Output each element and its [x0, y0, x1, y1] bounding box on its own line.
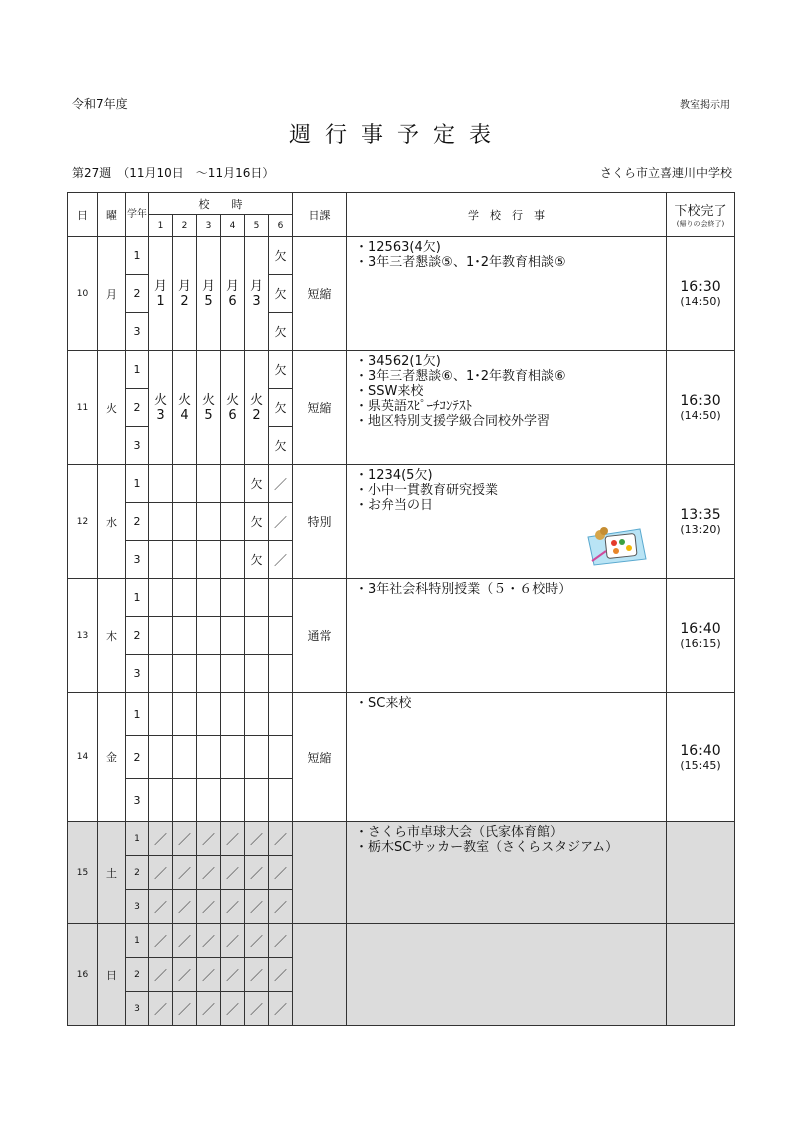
period-5: 5 [245, 215, 269, 237]
slash-mark: ／ [149, 958, 173, 992]
day-number: 10 [68, 237, 98, 351]
period-cell [149, 465, 173, 503]
slash-mark: ／ [269, 890, 293, 924]
slash-mark: ／ [149, 856, 173, 890]
events-cell [347, 237, 667, 351]
end-time-sub: (14:50) [680, 295, 721, 308]
dismissal-time [667, 465, 735, 579]
period-cell [197, 655, 221, 693]
table-row [68, 579, 735, 617]
period-cell [221, 465, 245, 503]
table-row [68, 924, 735, 958]
period-cell [197, 465, 221, 503]
period-cell [149, 655, 173, 693]
day-number: 14 [68, 693, 98, 822]
period-cell [197, 736, 221, 779]
period-subject: 月 6 [221, 237, 245, 351]
page-title: 週行事予定表 [288, 123, 505, 148]
period-cell [173, 503, 197, 541]
event-item: ・ さくら市卓球大会（氏家体育館） [355, 825, 662, 840]
absent-mark: 欠 [269, 237, 293, 275]
period-cell [245, 617, 269, 655]
schedule-type: 通常 [293, 579, 347, 693]
period-6: 6 [269, 215, 293, 237]
day-number: 11 [68, 351, 98, 465]
slash-mark: ／ [245, 924, 269, 958]
period-cell [173, 617, 197, 655]
absent-mark: 欠 [269, 313, 293, 351]
period-cell [245, 579, 269, 617]
slash-mark: ／ [269, 958, 293, 992]
schedule-type [293, 924, 347, 1026]
table-row [68, 237, 735, 275]
end-time-sub: (13:20) [680, 523, 721, 536]
event-item: ・ 栃木SCサッカー教室（さくらスタジアム） [355, 840, 662, 855]
schedule-type [293, 822, 347, 924]
period-cell [269, 736, 293, 779]
weekday: 日 [98, 924, 126, 1026]
absent-mark: 欠 [245, 541, 269, 579]
week-range: 第27週 （11月10日 ～11月16日） [72, 166, 275, 180]
weekday: 月 [98, 237, 126, 351]
grade-1: 1 [126, 465, 149, 503]
period-cell [197, 693, 221, 736]
event-item: ・ 地区特別支援学級合同校外学習 [355, 414, 662, 429]
table-row [68, 822, 735, 856]
period-cell [173, 655, 197, 693]
slash-mark: ／ [173, 856, 197, 890]
period-cell [269, 693, 293, 736]
period-cell [197, 541, 221, 579]
event-item: ・ お弁当の日 [355, 498, 662, 513]
slash-mark: ／ [221, 924, 245, 958]
period-subject: 月 1 [149, 237, 173, 351]
slash-mark: ／ [197, 890, 221, 924]
period-4: 4 [221, 215, 245, 237]
header-weekday: 曜 [98, 193, 126, 237]
period-cell [269, 617, 293, 655]
events-cell [347, 351, 667, 465]
header-dismissal [667, 193, 735, 237]
end-time: 16:40 [680, 742, 721, 759]
absent-mark: 欠 [269, 389, 293, 427]
slash-mark: ／ [269, 856, 293, 890]
events-cell [347, 924, 667, 1026]
weekday: 金 [98, 693, 126, 822]
event-item: ・ 3年三者懇談⑥、1･2年教育相談⑥ [355, 369, 662, 384]
slash-mark: ／ [149, 822, 173, 856]
dismissal-note: (帰りの会終了) [676, 220, 725, 228]
slash-mark: ／ [245, 890, 269, 924]
slash-mark: ／ [245, 822, 269, 856]
period-cell [269, 655, 293, 693]
period-subject: 火 2 [245, 351, 269, 465]
event-item: ・ 小中一貫教育研究授業 [355, 483, 662, 498]
event-item: ・ 3年三者懇談⑤、1･2年教育相談⑤ [355, 255, 662, 270]
end-time: 13:35 [680, 507, 721, 523]
period-subject: 火 6 [221, 351, 245, 465]
period-subject: 火 3 [149, 351, 173, 465]
slash-mark: ／ [197, 822, 221, 856]
day-number: 16 [68, 924, 98, 1026]
period-cell [221, 503, 245, 541]
schedule-type: 短縮 [293, 237, 347, 351]
grade-1: 1 [126, 822, 149, 856]
events-cell [347, 693, 667, 822]
slash-mark: ／ [269, 992, 293, 1026]
event-item: ・ 34562(1欠) [355, 354, 662, 369]
period-subject: 月 3 [245, 237, 269, 351]
slash-mark: ／ [269, 541, 293, 579]
table-row [68, 693, 735, 736]
events-cell [347, 579, 667, 693]
slash-mark: ／ [173, 992, 197, 1026]
slash-mark: ／ [197, 958, 221, 992]
period-subject: 火 4 [173, 351, 197, 465]
header-day: 日 [68, 193, 98, 237]
period-cell [245, 779, 269, 822]
period-subject: 火 5 [197, 351, 221, 465]
weekday: 水 [98, 465, 126, 579]
period-cell [149, 736, 173, 779]
grade-1: 1 [126, 924, 149, 958]
period-cell [173, 736, 197, 779]
slash-mark: ／ [149, 924, 173, 958]
period-subject: 月 2 [173, 237, 197, 351]
grade-3: 3 [126, 655, 149, 693]
slash-mark: ／ [269, 822, 293, 856]
slash-mark: ／ [221, 856, 245, 890]
end-time-sub: (16:15) [680, 637, 721, 650]
weekly-schedule-table [67, 192, 735, 1026]
period-cell [149, 541, 173, 579]
period-cell [149, 693, 173, 736]
period-cell [173, 579, 197, 617]
bento-box-icon [584, 521, 648, 567]
grade-1: 1 [126, 237, 149, 275]
slash-mark: ／ [245, 958, 269, 992]
grade-1: 1 [126, 351, 149, 389]
period-cell [269, 779, 293, 822]
event-item: ・ 3年社会科特別授業（５・６校時） [355, 582, 662, 597]
day-number: 15 [68, 822, 98, 924]
slash-mark: ／ [221, 822, 245, 856]
period-cell [221, 779, 245, 822]
table-row [68, 351, 735, 389]
period-cell [221, 655, 245, 693]
slash-mark: ／ [269, 465, 293, 503]
grade-3: 3 [126, 779, 149, 822]
grade-2: 2 [126, 275, 149, 313]
grade-3: 3 [126, 541, 149, 579]
header-period: 校 時 [149, 193, 293, 215]
slash-mark: ／ [173, 924, 197, 958]
grade-2: 2 [126, 736, 149, 779]
events-cell [347, 822, 667, 924]
end-time: 16:30 [680, 393, 721, 409]
grade-1: 1 [126, 693, 149, 736]
absent-mark: 欠 [245, 503, 269, 541]
period-2: 2 [173, 215, 197, 237]
period-cell [173, 779, 197, 822]
period-cell [173, 693, 197, 736]
slash-mark: ／ [269, 503, 293, 541]
event-item: ・ 1234(5欠) [355, 468, 662, 483]
slash-mark: ／ [173, 890, 197, 924]
posting-note: 教室掲示用 [680, 100, 730, 111]
period-cell [149, 779, 173, 822]
grade-3: 3 [126, 992, 149, 1026]
slash-mark: ／ [221, 958, 245, 992]
period-cell [221, 617, 245, 655]
slash-mark: ／ [245, 992, 269, 1026]
period-cell [173, 541, 197, 579]
grade-3: 3 [126, 427, 149, 465]
dismissal-time [667, 579, 735, 693]
period-cell [221, 541, 245, 579]
slash-mark: ／ [221, 890, 245, 924]
header-schedule: 日課 [293, 193, 347, 237]
day-number: 13 [68, 579, 98, 693]
grade-3: 3 [126, 313, 149, 351]
period-1: 1 [149, 215, 173, 237]
dismissal-time [667, 924, 735, 1026]
schedule-type: 短縮 [293, 693, 347, 822]
period-cell [245, 736, 269, 779]
grade-2: 2 [126, 617, 149, 655]
table-row [68, 465, 735, 503]
end-time: 16:40 [680, 621, 721, 637]
grade-2: 2 [126, 856, 149, 890]
period-cell [197, 503, 221, 541]
header-events: 学 校 行 事 [347, 193, 667, 237]
grade-2: 2 [126, 503, 149, 541]
period-cell [197, 779, 221, 822]
period-cell [245, 693, 269, 736]
slash-mark: ／ [245, 856, 269, 890]
event-item: ・ SC来校 [355, 696, 662, 711]
dismissal-label: 下校完了 [674, 204, 727, 219]
period-cell [173, 465, 197, 503]
period-cell [149, 503, 173, 541]
slash-mark: ／ [197, 992, 221, 1026]
period-cell [269, 579, 293, 617]
day-number: 12 [68, 465, 98, 579]
period-cell [197, 617, 221, 655]
school-name: さくら市立喜連川中学校 [599, 166, 732, 180]
period-cell [221, 736, 245, 779]
weekday: 火 [98, 351, 126, 465]
end-time: 16:30 [680, 279, 721, 295]
slash-mark: ／ [173, 958, 197, 992]
event-item: ・ 県英語ｽﾋﾟｰﾁｺﾝﾃｽﾄ [355, 399, 662, 414]
period-cell [221, 693, 245, 736]
header-grade: 学年 [126, 193, 149, 237]
schedule-type: 短縮 [293, 351, 347, 465]
dismissal-time [667, 822, 735, 924]
slash-mark: ／ [197, 856, 221, 890]
end-time-sub: (15:45) [680, 758, 721, 772]
dismissal-time [667, 351, 735, 465]
period-3: 3 [197, 215, 221, 237]
dismissal-time [667, 237, 735, 351]
schedule-type: 特別 [293, 465, 347, 579]
slash-mark: ／ [173, 822, 197, 856]
absent-mark: 欠 [245, 465, 269, 503]
period-cell [149, 617, 173, 655]
slash-mark: ／ [197, 924, 221, 958]
dismissal-time [667, 693, 735, 822]
grade-1: 1 [126, 579, 149, 617]
slash-mark: ／ [149, 890, 173, 924]
fiscal-year: 令和7年度 [72, 97, 128, 111]
end-time-sub: (14:50) [680, 409, 721, 422]
grade-3: 3 [126, 890, 149, 924]
weekday: 土 [98, 822, 126, 924]
absent-mark: 欠 [269, 427, 293, 465]
grade-2: 2 [126, 389, 149, 427]
event-item: ・ SSW来校 [355, 384, 662, 399]
event-item: ・ 12563(4欠) [355, 240, 662, 255]
absent-mark: 欠 [269, 275, 293, 313]
period-cell [221, 579, 245, 617]
period-cell [197, 579, 221, 617]
slash-mark: ／ [269, 924, 293, 958]
slash-mark: ／ [221, 992, 245, 1026]
period-cell [245, 655, 269, 693]
grade-2: 2 [126, 958, 149, 992]
absent-mark: 欠 [269, 351, 293, 389]
weekday: 木 [98, 579, 126, 693]
period-cell [149, 579, 173, 617]
period-subject: 月 5 [197, 237, 221, 351]
slash-mark: ／ [149, 992, 173, 1026]
